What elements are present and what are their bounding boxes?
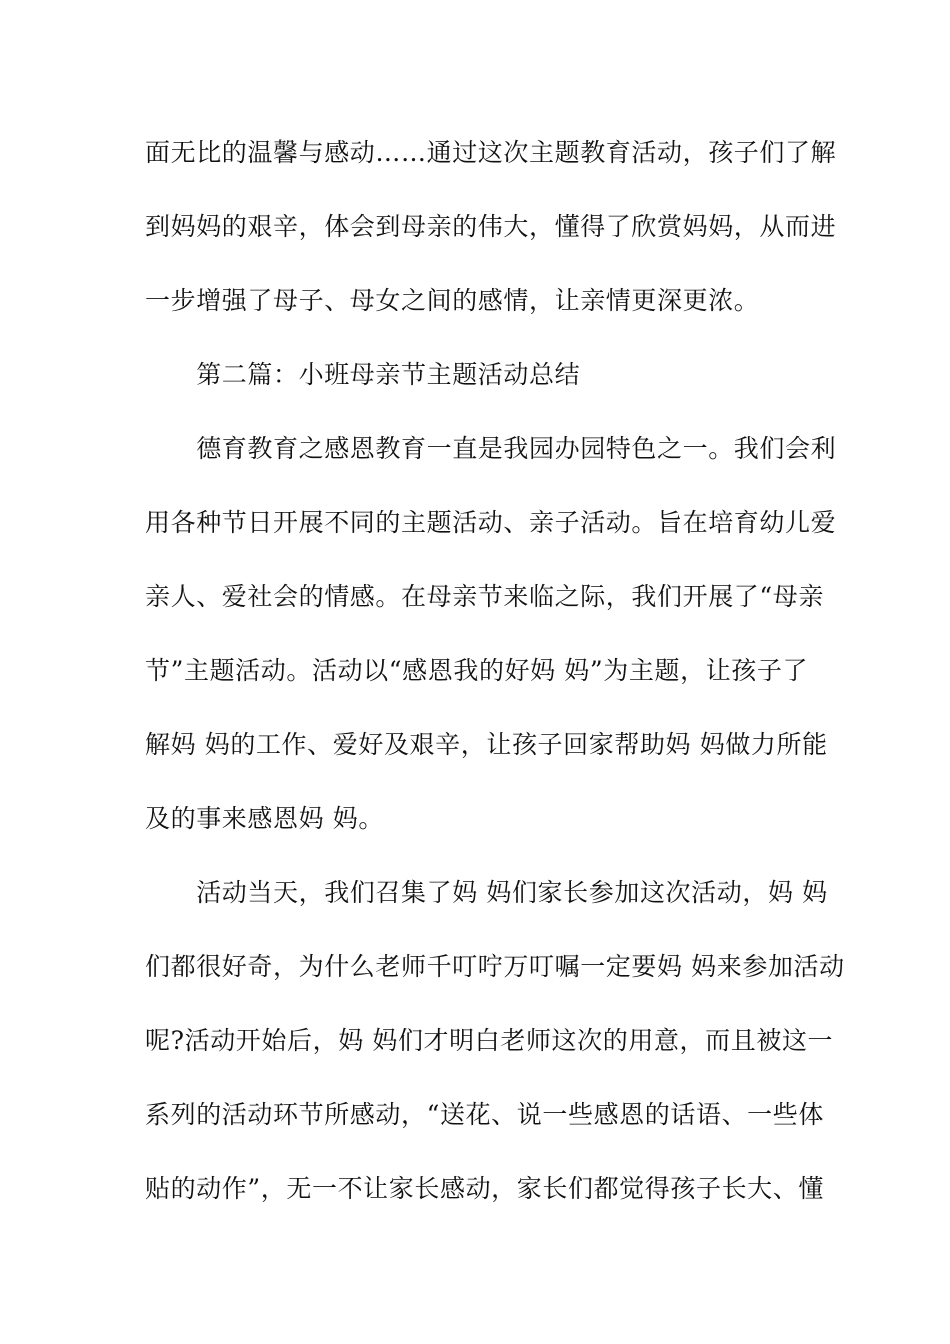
text-line: 系列的活动环节所感动，“送花、说一些感恩的话语、一些体 [145,1100,824,1129]
text-line: 节”主题活动。活动以“感恩我的好妈 妈”为主题，让孩子了 [145,656,809,685]
text-line: 及的事来感恩妈 妈。 [145,804,384,833]
text-line: 活动当天，我们召集了妈 妈们家长参加这次活动，妈 妈 [145,878,828,907]
text-line: 面无比的温馨与感动……通过这次主题教育活动，孩子们了解 [145,138,837,167]
text-line: 一步增强了母子、母女之间的感情，让亲情更深更浓。 [145,286,760,315]
text-line: 贴的动作”，无一不让家长感动，家长们都觉得孩子长大、懂 [145,1174,824,1203]
text-line: 们都很好奇，为什么老师千叮咛万叮嘱一定要妈 妈来参加活动 [145,952,845,981]
text-line: 解妈 妈的工作、爱好及艰辛，让孩子回家帮助妈 妈做力所能 [145,730,828,759]
text-line: 德育教育之感恩教育一直是我园办园特色之一。我们会利 [145,434,837,463]
text-line: 呢?活动开始后，妈 妈们才明白老师这次的用意，而且被这一 [145,1026,834,1055]
text-line: 用各种节日开展不同的主题活动、亲子活动。旨在培育幼儿爱 [145,508,837,537]
section-heading: 第二篇：小班母亲节主题活动总结 [145,360,581,389]
text-line: 到妈妈的艰辛，体会到母亲的伟大，懂得了欣赏妈妈，从而进 [145,212,837,241]
text-line: 亲人、爱社会的情感。在母亲节来临之际，我们开展了“母亲 [145,582,824,611]
